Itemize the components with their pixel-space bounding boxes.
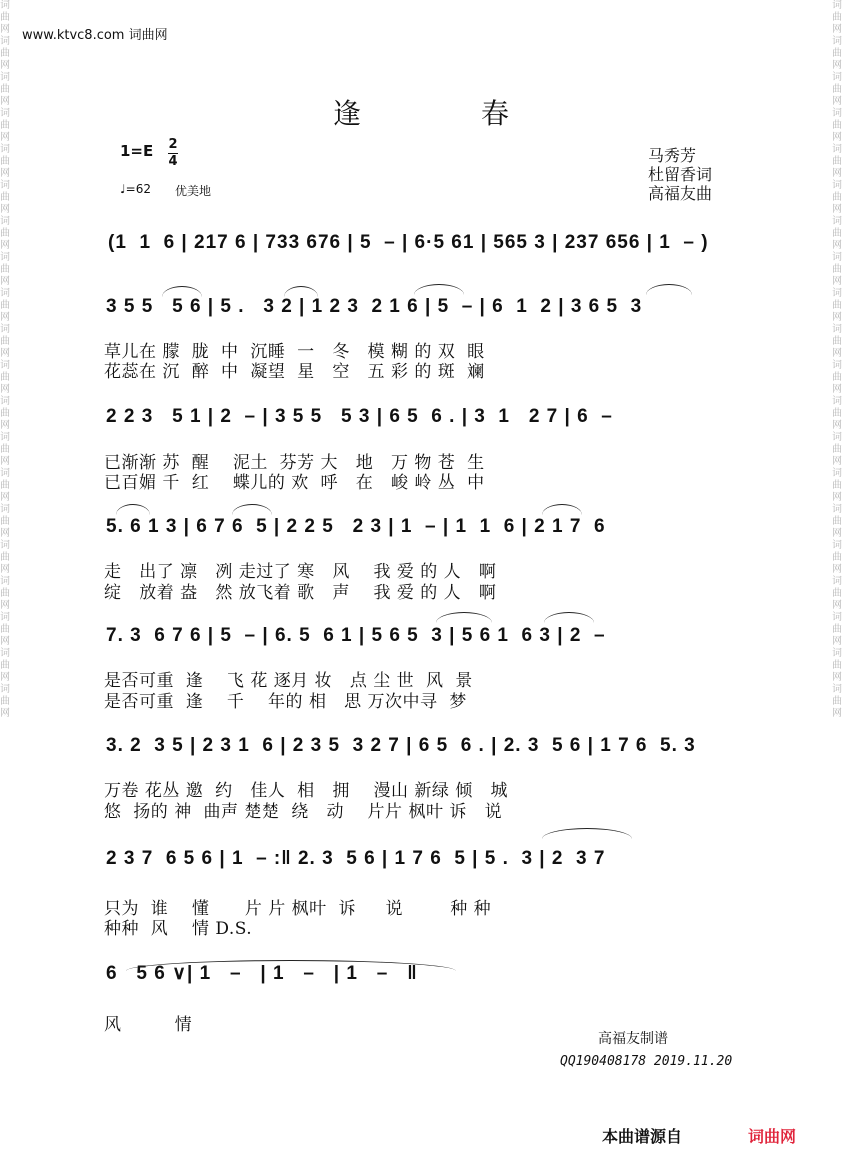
transcriber: 高福友制谱 (598, 1031, 668, 1047)
site-url[interactable]: www.ktvc8.com 词曲网 (22, 28, 168, 43)
score-row-5-lyric-1: 是否可重 逢 飞 花 逐月 妆 点 尘 世 风 景 (104, 671, 473, 691)
score-row-7-notes: 2 3 7 6 5 6 | 1 – :‖ 2. 3 5 6 | 1 7 6 5 | 5 . 3 | 2 3 7 (106, 848, 606, 869)
composer: 高福友曲 (648, 184, 713, 203)
score-row-6-lyric-2: 悠 扬的 神 曲声 楚楚 绕 动 片片 枫叶 诉 说 (104, 802, 503, 822)
title-part-2: 春 (481, 97, 510, 130)
score-row-1-notes: (1 1 6 | 217 6 | 733 676 | 5 – | 6·5 61 | 565 3 | 237 656 | 1 – ) (108, 232, 709, 253)
key-signature: 1=E (120, 142, 154, 160)
expression-mark: 优美地 (175, 184, 212, 198)
score-row-5-lyric-2: 是否可重 逢 千 年的 相 思 万次中寻 梦 (104, 692, 467, 712)
score-row-3-lyric-2: 已百媚 千 红 蝶儿的 欢 呼 在 峻 岭 丛 中 (104, 473, 485, 493)
title-part-1: 逢 (332, 97, 361, 130)
meter-top: 2 (168, 137, 178, 152)
score-row-3-lyric-1: 已渐渐 苏 醒 泥土 芬芳 大 地 万 物 苍 生 (104, 453, 485, 473)
score-row-7-lyric-1: 只为 谁 懂 片 片 枫叶 诉 说 种 种 (104, 899, 492, 919)
source-brand-link[interactable]: 词曲网 (748, 1127, 797, 1146)
watermark-left: 词 曲 网 词 曲 网 词 曲 网 词 曲 网 词 曲 网 词 曲 网 词 曲 网 词 曲 网 词 曲 网 词 曲 网 词 曲 网 词 曲 网 词 曲 网 词 曲 网 词 曲 网 词 曲 网 词 曲 网 词 曲 网 词 曲 网 词 曲 网 (0, 0, 10, 719)
score-row-2-notes: 3 5 5 5 6 | 5 . 3 2 | 1 2 3 2 1 6 | 5 – | 6 1 2 | 3 6 5 3 (106, 296, 643, 317)
score-row-6-lyric-1: 万卷 花丛 邀 约 佳人 相 拥 漫山 新绿 倾 城 (104, 781, 508, 801)
contact-date: QQ190408178 2019.11.20 (560, 1054, 733, 1069)
score-row-2-lyric-1: 草儿在 朦 胧 中 沉睡 一 冬 模 糊 的 双 眼 (104, 342, 485, 362)
credits (648, 146, 712, 203)
lyricists: 马秀芳 杜留香词 (648, 146, 713, 184)
score-row-7-lyric-2: 种种 风 情 D.S. (104, 919, 253, 939)
time-signature (168, 138, 178, 169)
score-row-5-notes: 7. 3 6 7 6 | 5 – | 6. 5 6 1 | 5 6 5 3 | 5 6 1 6 3 | 2 – (106, 625, 606, 646)
score-row-2-lyric-2: 花蕊在 沉 醉 中 凝望 星 空 五 彩 的 斑 斓 (104, 362, 485, 382)
source-label: 本曲谱源自 (602, 1127, 683, 1146)
score-row-4-notes: 5. 6 1 3 | 6 7 6 5 | 2 2 5 2 3 | 1 – | 1 1 6 | 2 1 7 6 (106, 516, 606, 537)
score-row-6-notes: 3. 2 3 5 | 2 3 1 6 | 2 3 5 3 2 7 | 6 5 6 . | 2. 3 5 6 | 1 7 6 5. 3 (106, 735, 696, 756)
score-row-8-lyric-1: 风 情 (104, 1015, 193, 1035)
score-row-4-lyric-2: 绽 放着 盎 然 放飞着 歌 声 我 爱 的 人 啊 (104, 583, 497, 603)
meter-bottom: 4 (168, 154, 178, 169)
watermark-right: 词 曲 网 词 曲 网 词 曲 网 词 曲 网 词 曲 网 词 曲 网 词 曲 网 词 曲 网 词 曲 网 词 曲 网 词 曲 网 词 曲 网 词 曲 网 词 曲 网 词 曲 网 词 曲 网 词 曲 网 词 曲 网 词 曲 网 词 曲 网 (832, 0, 842, 719)
song-title (0, 92, 842, 132)
score-row-8-notes: 6 5 6 ∨| 1 – | 1 – | 1 – ‖ (106, 963, 418, 984)
score-row-4-lyric-1: 走 出了 凛 冽 走过了 寒 风 我 爱 的 人 啊 (104, 562, 497, 582)
score-row-3-notes: 2 2 3 5 1 | 2 – | 3 5 5 5 3 | 6 5 6 . | 3 1 2 7 | 6 – (106, 406, 613, 427)
tempo-mark: ♩=62 (120, 182, 151, 196)
